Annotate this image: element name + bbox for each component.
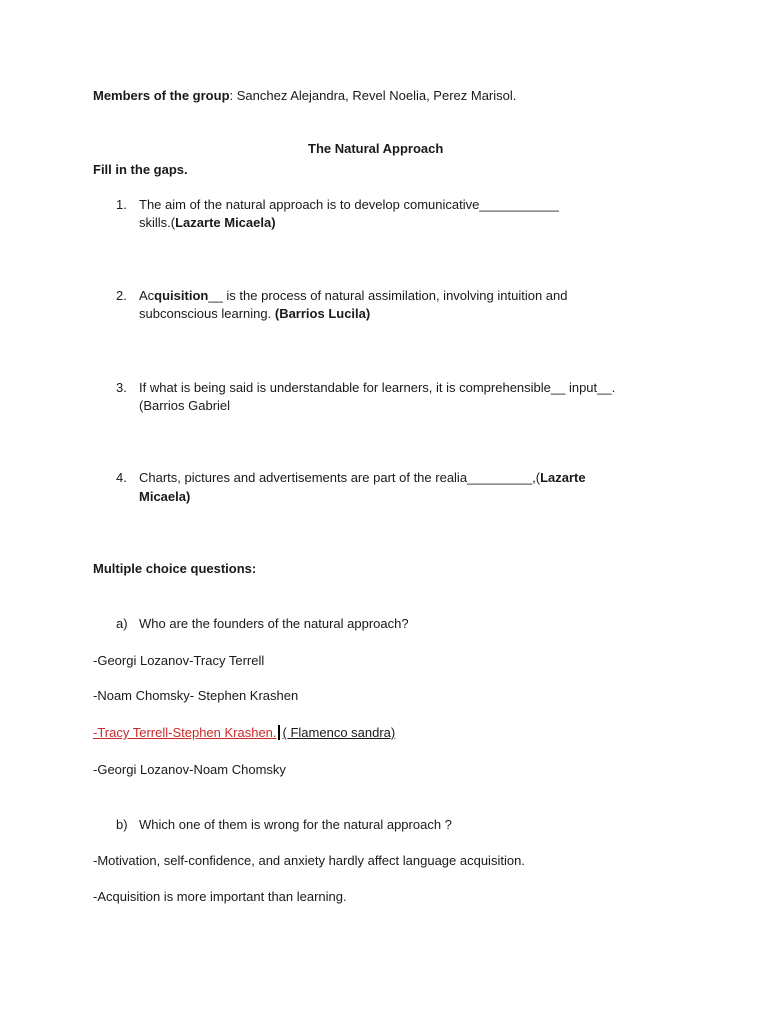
gap-item-3-line1: If what is being said is understandable for learners, it is comprehensible__ input__.: [139, 380, 616, 395]
fill-heading: Fill in the gaps.: [93, 162, 188, 177]
gap-item-2-prefix: Ac: [139, 288, 155, 303]
mc-heading: Multiple choice questions:: [93, 561, 257, 576]
gap-item-3-number: 3.: [116, 380, 127, 395]
question-b-text: Which one of them is wrong for the natural approach ?: [139, 817, 452, 832]
question-a-option-1: -Georgi Lozanov-Tracy Terrell: [93, 653, 265, 668]
gap-item-1-text: skills.(: [139, 215, 176, 230]
question-a-option-4: -Georgi Lozanov-Noam Chomsky: [93, 762, 286, 777]
gap-item-2-rest: __ is the process of natural assimilation, involving intuition and: [208, 288, 568, 303]
gap-item-4-text: Charts, pictures and advertisements are part of the realia_________,(: [139, 470, 541, 485]
question-a-letter: a): [116, 616, 128, 631]
gap-item-2-answer: quisition: [154, 288, 209, 303]
gap-item-1-line2: [139, 214, 276, 232]
gap-item-3-line2: (Barrios Gabriel: [139, 398, 231, 413]
gap-item-2-number: 2.: [116, 288, 127, 303]
text-cursor: [278, 725, 280, 740]
question-b-option-2: -Acquisition is more important than learning.: [93, 889, 347, 904]
members-names: : Sanchez Alejandra, Revel Noelia, Perez Marisol.: [229, 88, 517, 103]
gap-item-4-author-part1: Lazarte: [540, 470, 586, 485]
gap-item-2-text: subconscious learning.: [139, 306, 275, 321]
question-a-correct-option: -Tracy Terrell-Stephen Krashen.: [93, 725, 277, 740]
document-title: The Natural Approach: [308, 141, 444, 156]
gap-item-4-line1: [139, 469, 586, 487]
members-label: Members of the group: [93, 88, 230, 103]
gap-item-1-number: 1.: [116, 197, 127, 212]
gap-item-1-line1: The aim of the natural approach is to develop comunicative___________: [139, 197, 559, 212]
gap-item-1-author: Lazarte Micaela): [175, 215, 276, 230]
question-a-text: Who are the founders of the natural approach?: [139, 616, 409, 631]
question-b-option-1: -Motivation, self-confidence, and anxiety hardly affect language acquisition.: [93, 853, 525, 868]
question-b-letter: b): [116, 817, 128, 832]
gap-item-2-author: (Barrios Lucila): [274, 306, 371, 321]
question-a-option-2: -Noam Chomsky- Stephen Krashen: [93, 688, 299, 703]
gap-item-2-line2: [139, 305, 370, 323]
gap-item-2-line1: [139, 287, 568, 305]
members-line: [93, 87, 516, 105]
gap-item-4-author-part2: Micaela): [139, 489, 191, 504]
question-a-option-3: [93, 724, 395, 742]
gap-item-4-number: 4.: [116, 470, 127, 485]
question-a-answer-note: ( Flamenco sandra): [282, 725, 396, 740]
